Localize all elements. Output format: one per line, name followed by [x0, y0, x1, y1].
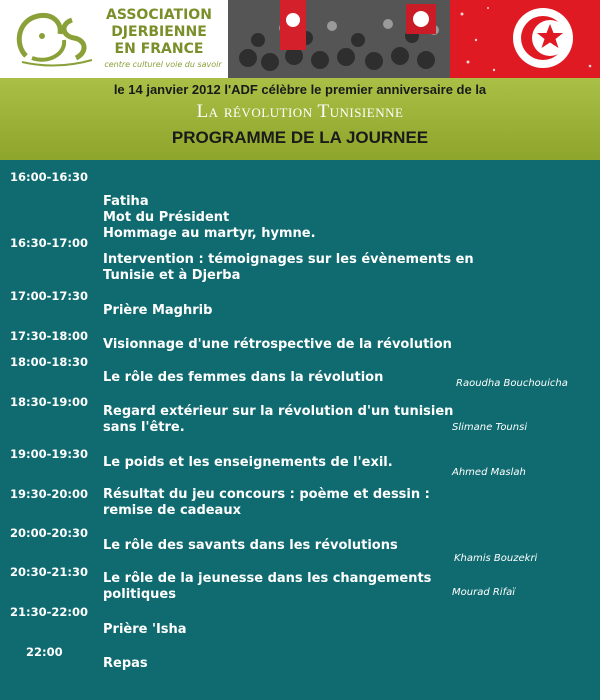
- slot-title-line: remise de cadeaux: [103, 503, 241, 518]
- slot-title: [103, 622, 573, 638]
- crowd-photo: [228, 0, 450, 78]
- programme-heading: PROGRAMME DE LA JOURNEE: [171, 128, 429, 147]
- slot-title-line: Fatiha: [103, 194, 149, 209]
- slot-time: 20:30-21:30: [10, 565, 88, 579]
- slot-title-line: Repas: [103, 656, 148, 671]
- slot-title-line: politiques: [103, 587, 176, 602]
- slot-time: 16:00-16:30: [10, 170, 88, 184]
- slot-title: [103, 656, 573, 672]
- slot-title-line: Le rôle des savants dans les révolutions: [103, 538, 398, 553]
- association-slogan: centre culturel voie du savoir: [104, 60, 222, 69]
- schedule: [0, 160, 600, 700]
- slot-time: 19:30-20:00: [10, 487, 88, 501]
- slot-title-line: Le rôle de la jeunesse dans les changements: [103, 571, 432, 586]
- adf-logo-icon: [12, 6, 100, 72]
- slot-time: 17:00-17:30: [10, 289, 88, 303]
- slot-title-line: Prière 'Isha: [103, 622, 187, 637]
- slot-time: 21:30-22:00: [10, 605, 88, 619]
- slot-title-line: Regard extérieur sur la révolution d'un tunisien: [103, 404, 454, 419]
- slot-title: [103, 252, 573, 284]
- association-name-line-3: EN FRANCE: [114, 41, 204, 57]
- tunisian-flag: [450, 0, 600, 78]
- association-name-line-2: DJERBIENNE: [111, 24, 207, 40]
- slot-title: [103, 337, 573, 353]
- slot-time: 18:00-18:30: [10, 355, 88, 369]
- event-title: La révolution Tunisienne: [196, 101, 404, 122]
- slot-time: 19:00-19:30: [10, 447, 88, 461]
- slot-time: 22:00: [26, 645, 63, 659]
- association-name-line-1: ASSOCIATION: [106, 7, 212, 23]
- title-banner: [0, 78, 600, 160]
- slot-title-line: Hommage au martyr, hymne.: [103, 226, 316, 241]
- slot-speaker: Mourad Rifaï: [452, 587, 516, 598]
- slot-time: 18:30-19:00: [10, 395, 88, 409]
- slot-title-line: Tunisie et à Djerba: [103, 268, 241, 283]
- slot-time: 20:00-20:30: [10, 526, 88, 540]
- slot-speaker: Khamis Bouzekri: [454, 553, 538, 564]
- slot-title: [103, 303, 573, 319]
- slot-title-line: Visionnage d'une rétrospective de la révolution: [103, 337, 452, 352]
- slot-speaker: Slimane Tounsi: [452, 422, 528, 433]
- slot-title: [103, 487, 573, 519]
- slot-title-line: Intervention : témoignages sur les évènements en: [103, 252, 474, 267]
- slot-speaker: Ahmed Maslah: [452, 467, 526, 478]
- event-intro: le 14 janvier 2012 l'ADF célèbre le premier anniversaire de la: [113, 82, 487, 97]
- slot-title: [103, 538, 573, 554]
- slot-title-line: Mot du Président: [103, 210, 230, 225]
- slot-title-line: Le rôle des femmes dans la révolution: [103, 370, 384, 385]
- header: [0, 0, 600, 78]
- slot-title-line: sans l'être.: [103, 420, 185, 435]
- slot-title-line: Le poids et les enseignements de l'exil.: [103, 455, 393, 470]
- slot-speaker: Raoudha Bouchouicha: [456, 378, 568, 389]
- slot-title-line: Prière Maghrib: [103, 303, 213, 318]
- slot-title-line: Résultat du jeu concours : poème et dessin :: [103, 487, 430, 502]
- association-name: [104, 7, 214, 58]
- slot-time: 17:30-18:00: [10, 329, 88, 343]
- slot-time: 16:30-17:00: [10, 236, 88, 250]
- slot-title: [103, 194, 573, 242]
